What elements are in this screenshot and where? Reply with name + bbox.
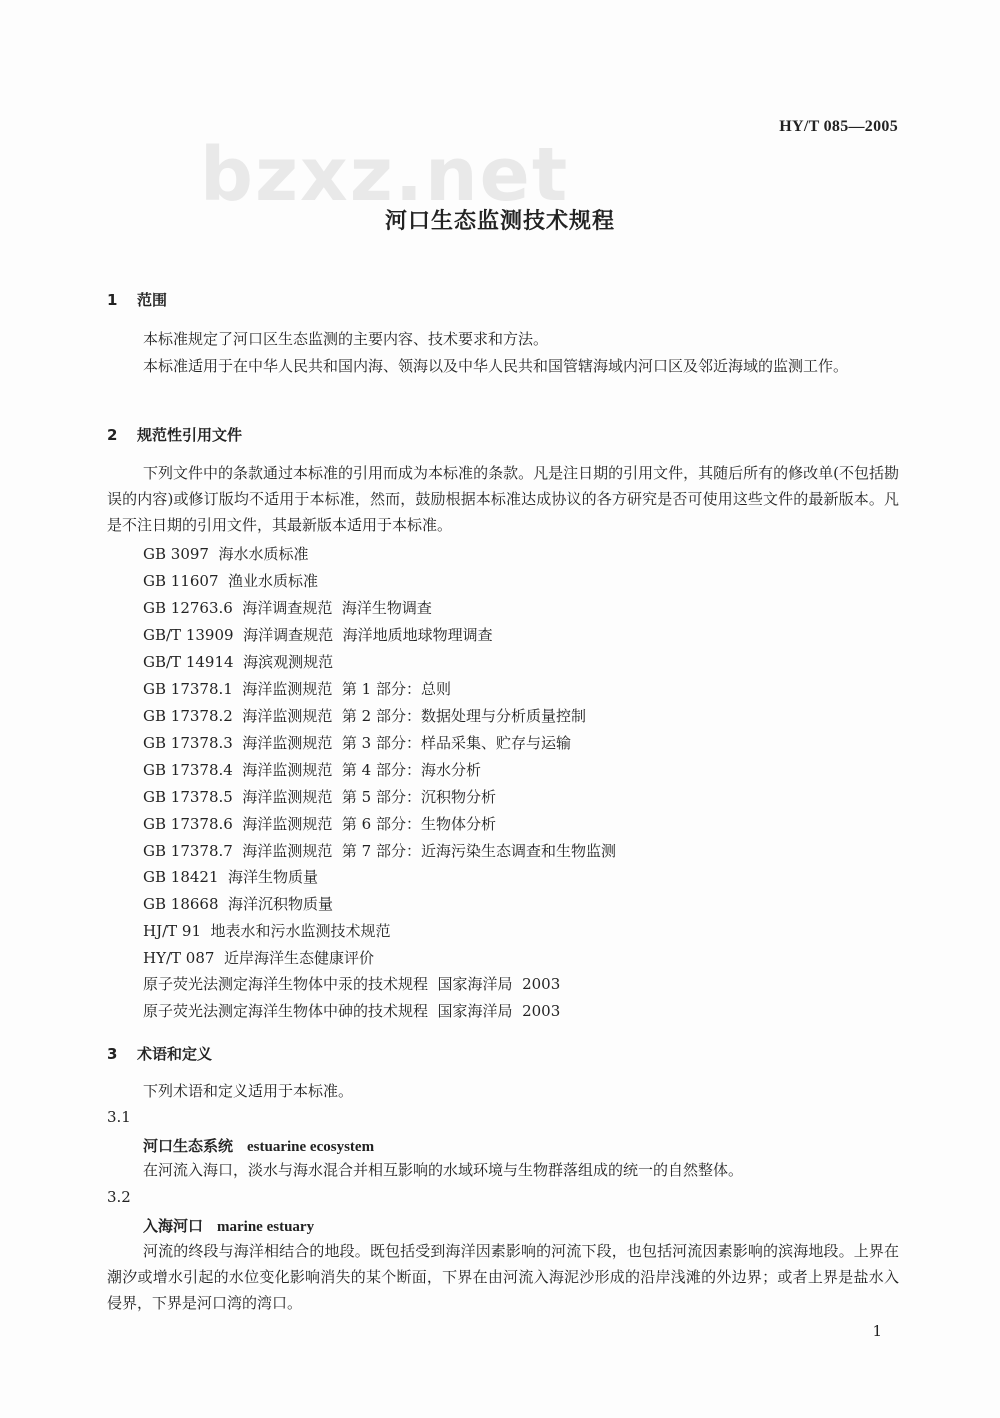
watermark: bzxz.net (200, 132, 570, 218)
term-definition: 在河流入海口，淡水与海水混合并相互影响的水域环境与生物群落组成的统一的自然整体。 (143, 1161, 744, 1179)
term-english: marine estuary (217, 1219, 315, 1235)
term-number: 3.1 (107, 1108, 131, 1126)
scope-paragraph-1: 本标准规定了河口区生态监测的主要内容、技术要求和方法。 (143, 330, 549, 348)
reference-item: GB 18421 海洋生物质量 (143, 868, 319, 886)
section-title: 术语和定义 (137, 1045, 213, 1063)
page-number: 1 (872, 1322, 882, 1340)
section-number: 1 (107, 291, 118, 309)
terms-intro: 下列术语和定义适用于本标准。 (143, 1082, 354, 1100)
term-english: estuarine ecosystem (247, 1139, 375, 1155)
term-chinese: 入海河口 (143, 1217, 204, 1235)
reference-item: GB 3097 海水水质标准 (143, 545, 309, 563)
section-heading-terms (107, 1043, 212, 1064)
reference-item: 原子荧光法测定海洋生物体中砷的技术规程 国家海洋局 2003 (143, 1002, 561, 1020)
section-title: 范围 (137, 291, 168, 309)
document-id: HY/T 085—2005 (779, 118, 898, 135)
reference-item: GB 17378.5 海洋监测规范 第 5 部分：沉积物分析 (143, 788, 496, 806)
reference-item: GB 17378.3 海洋监测规范 第 3 部分：样品采集、贮存与运输 (143, 734, 571, 752)
reference-item: HY/T 087 近岸海洋生态健康评价 (143, 949, 374, 967)
reference-item: GB 12763.6 海洋调查规范 海洋生物调查 (143, 599, 432, 617)
reference-item: 原子荧光法测定海洋生物体中汞的技术规程 国家海洋局 2003 (143, 975, 561, 993)
reference-item: GB 11607 渔业水质标准 (143, 572, 319, 590)
reference-item: GB/T 14914 海滨观测规范 (143, 653, 334, 671)
scope-paragraph-2: 本标准适用于在中华人民共和国内海、领海以及中华人民共和国管辖海域内河口区及邻近海域的监测工作。 (143, 357, 849, 375)
reference-item: HJ/T 91 地表水和污水监测技术规范 (143, 922, 391, 940)
term-definition: 河流的终段与海洋相结合的地段。既包括受到海洋因素影响的河流下段，也包括河流因素影响的滨海地段。上界在潮汐或增水引起的水位变化影响消失的某个断面，下界在由河流入海泥沙形成的沿岸浅滩的外边界；或者上界是盐水入侵界，下界是河口湾的湾口。 (107, 1242, 899, 1312)
section-heading-normative (107, 424, 242, 445)
reference-item: GB/T 13909 海洋调查规范 海洋地质地球物理调查 (143, 626, 493, 644)
reference-item: GB 18668 海洋沉积物质量 (143, 895, 334, 913)
reference-item: GB 17378.2 海洋监测规范 第 2 部分：数据处理与分析质量控制 (143, 707, 586, 725)
reference-item: GB 17378.4 海洋监测规范 第 4 部分：海水分析 (143, 761, 481, 779)
section-title: 规范性引用文件 (137, 426, 243, 444)
section-heading-scope (107, 289, 167, 310)
reference-item: GB 17378.7 海洋监测规范 第 7 部分：近海污染生态调查和生物监测 (143, 842, 616, 860)
section-number: 2 (107, 426, 118, 444)
term-number: 3.2 (107, 1188, 131, 1206)
section-number: 3 (107, 1045, 118, 1063)
reference-item: GB 17378.6 海洋监测规范 第 6 部分：生物体分析 (143, 815, 496, 833)
reference-item: GB 17378.1 海洋监测规范 第 1 部分：总则 (143, 680, 451, 698)
term-heading (143, 1135, 374, 1156)
document-title: 河口生态监测技术规程 (384, 209, 615, 234)
normative-intro: 下列文件中的条款通过本标准的引用而成为本标准的条款。凡是注日期的引用文件，其随后所有的修改单(不包括勘误的内容)或修订版均不适用于本标准，然而，鼓励根据本标准达成协议的各方研究是否可使用这些文件的最新版本。凡是不注日期的引用文件，其最新版本适用于本标准。 (107, 464, 899, 534)
term-heading (143, 1215, 314, 1236)
term-chinese: 河口生态系统 (143, 1137, 234, 1155)
